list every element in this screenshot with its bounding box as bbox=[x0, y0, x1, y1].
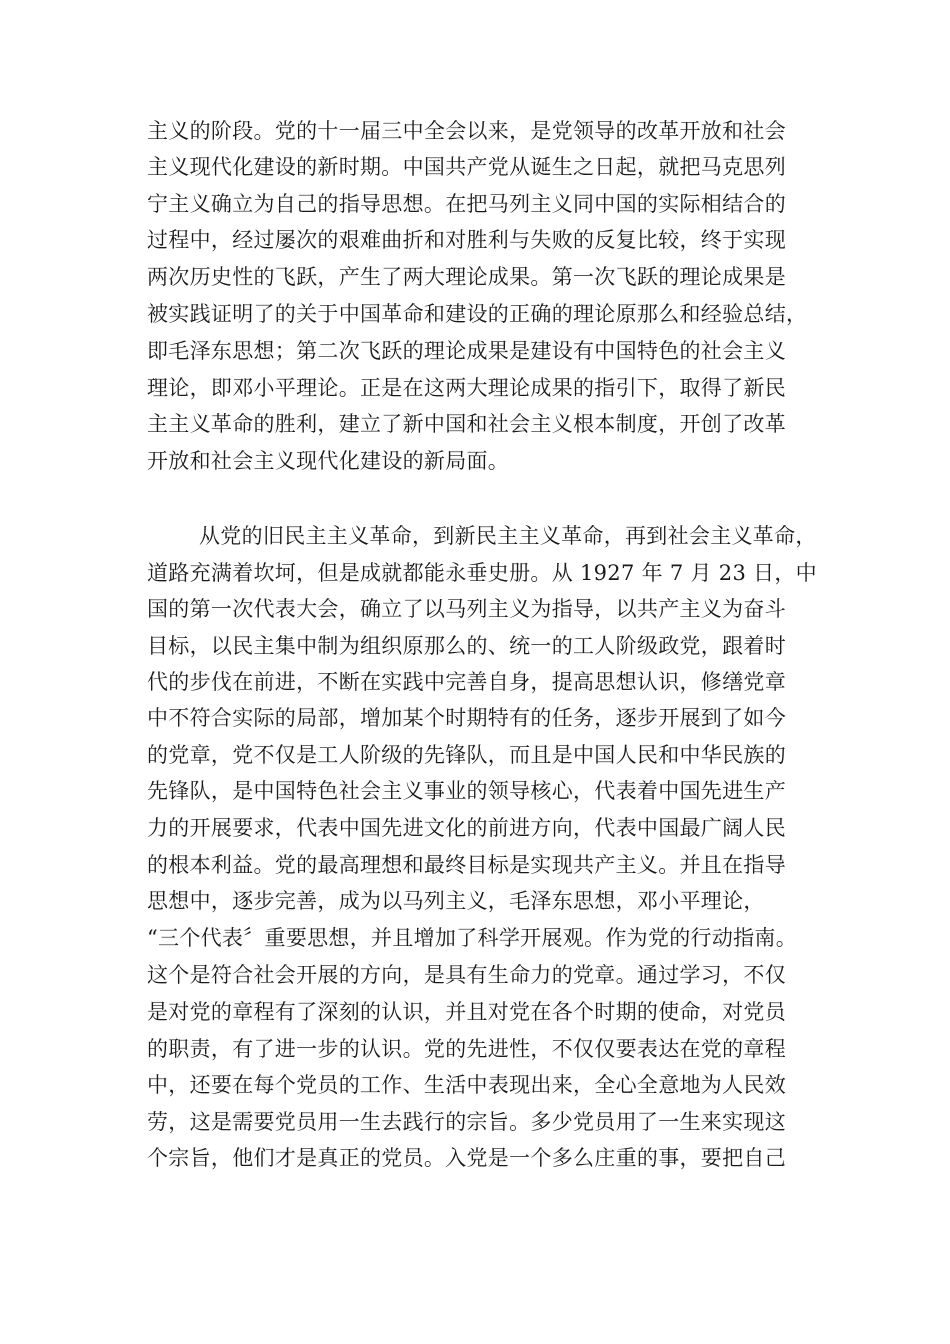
text-line: 从党的旧民主主义革命，到新民主主义革命，再到社会主义革命， bbox=[199, 524, 817, 548]
text-line: 被实践证明了的关于中国革命和建设的正确的理论原那么和经验总结， bbox=[147, 302, 808, 326]
text-line: 主义现代化建设的新时期。中国共产党从诞生之日起，就把马克思列 bbox=[147, 155, 786, 179]
text-line: 先锋队，是中国特色社会主义事业的领导核心，代表着中国先进生产 bbox=[147, 779, 786, 803]
text-line: 中，还要在每个党员的工作、生活中表现出来，全心全意地为人民效 bbox=[147, 1073, 786, 1097]
text-line: 过程中，经过屡次的艰难曲折和对胜利与失败的反复比较，终于实现 bbox=[147, 228, 786, 252]
text-line: 主主义革命的胜利，建立了新中国和社会主义根本制度，开创了改革 bbox=[147, 412, 786, 436]
text-line: 理论，即邓小平理论。正是在这两大理论成果的指引下，取得了新民 bbox=[147, 376, 786, 400]
text-line: 宁主义确立为自己的指导思想。在把马列主义同中国的实际相结合的 bbox=[147, 192, 786, 216]
text-line: 劳，这是需要党员用一生去践行的宗旨。多少党员用了一生来实现这 bbox=[147, 1110, 786, 1134]
text-line: 中不符合实际的局部，增加某个时期特有的任务，逐步开展到了如今 bbox=[147, 706, 786, 730]
text-line: 代的步伐在前进，不断在实践中完善自身，提高思想认识，修缮党章 bbox=[147, 670, 786, 694]
text-line: “三个代表〞重要思想，并且增加了科学开展观。作为党的行动指南。 bbox=[147, 926, 798, 950]
text-line: 两次历史性的飞跃，产生了两大理论成果。第一次飞跃的理论成果是 bbox=[147, 265, 786, 289]
text-line: 的根本利益。党的最高理想和最终目标是实现共产主义。并且在指导 bbox=[147, 853, 786, 877]
text-line: 目标，以民主集中制为组织原那么的、统一的工人阶级政党，跟着时 bbox=[147, 634, 786, 658]
text-line: 的党章，党不仅是工人阶级的先锋队，而且是中国人民和中华民族的 bbox=[147, 743, 786, 767]
text-line: 即毛泽东思想；第二次飞跃的理论成果是建设有中国特色的社会主义 bbox=[147, 339, 786, 363]
text-line: 国的第一次代表大会，确立了以马列主义为指导，以共产主义为奋斗 bbox=[147, 597, 786, 621]
text-line: 道路充满着坎坷，但是成就都能永垂史册。从 1927 年 7 月 23 日，中 bbox=[147, 561, 817, 585]
text-line: 力的开展要求，代表中国先进文化的前进方向，代表中国最广阔人民 bbox=[147, 816, 786, 840]
text-line: 是对党的章程有了深刻的认识，并且对党在各个时期的使命，对党员 bbox=[147, 1000, 786, 1024]
text-line: 的职责，有了进一步的认识。党的先进性，不仅仅要表达在党的章程 bbox=[147, 1037, 786, 1061]
text-line: 思想中，逐步完善，成为以马列主义，毛泽东思想，邓小平理论， bbox=[147, 889, 765, 913]
text-line: 开放和社会主义现代化建设的新局面。 bbox=[147, 449, 510, 473]
text-line: 个宗旨，他们才是真正的党员。入党是一个多么庄重的事，要把自己 bbox=[147, 1146, 786, 1170]
text-line: 这个是符合社会开展的方向，是具有生命力的党章。通过学习，不仅 bbox=[147, 963, 786, 987]
text-line: 主义的阶段。党的十一届三中全会以来，是党领导的改革开放和社会 bbox=[147, 119, 786, 143]
